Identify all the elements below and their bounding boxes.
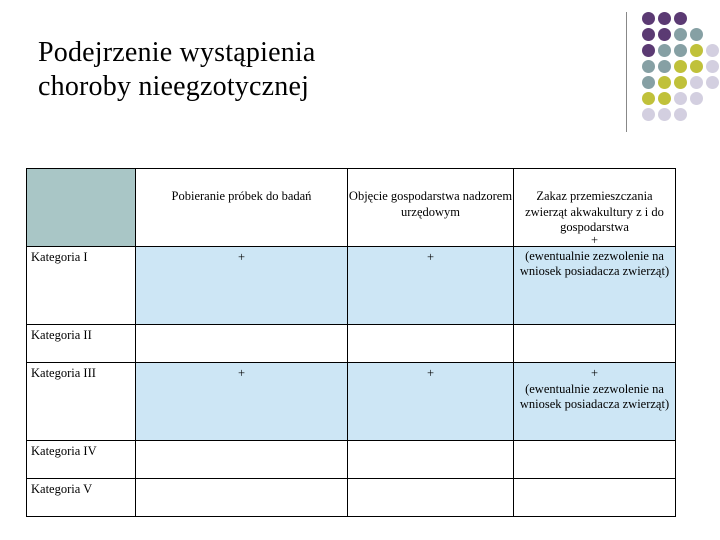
category-label: Kategoria II: [27, 325, 136, 363]
dot-icon: [690, 28, 703, 41]
table-row: [27, 325, 676, 363]
cell-movement-ban: [514, 363, 676, 441]
cell-movement-ban: [514, 233, 676, 325]
table-row: [27, 479, 676, 517]
column-header-sampling: Pobieranie próbek do badań: [136, 169, 348, 247]
cell-supervision: [348, 325, 514, 363]
table-header-row: [27, 169, 676, 247]
cell-plus: +: [590, 233, 599, 247]
dot-icon: [658, 60, 671, 73]
cell-movement-ban: [514, 479, 676, 517]
dot-icon: [658, 92, 671, 105]
dot-icon: [706, 76, 719, 89]
cell-note: (ewentualnie zezwolenie na wniosek posiadacza zwierząt): [519, 381, 670, 411]
dot-icon: [674, 60, 687, 73]
dot-icon: [642, 44, 655, 57]
dot-icon: [690, 92, 703, 105]
cell-movement-ban: [514, 441, 676, 479]
cell-movement-ban: [514, 325, 676, 363]
dot-icon: [674, 28, 687, 41]
dot-icon: [642, 60, 655, 73]
category-label: Kategoria III: [27, 363, 136, 441]
category-label: Kategoria IV: [27, 441, 136, 479]
table-row: [27, 247, 676, 325]
title-line-2: choroby nieegzotycznej: [38, 71, 310, 102]
header-corner-cell: [27, 169, 136, 247]
dot-icon: [674, 92, 687, 105]
cell-sampling: [136, 325, 348, 363]
dot-icon: [674, 76, 687, 89]
cell-sampling: +: [136, 247, 348, 325]
cell-supervision: [348, 479, 514, 517]
dot-icon: [658, 76, 671, 89]
dot-icon: [658, 108, 671, 121]
dot-icon: [642, 108, 655, 121]
column-header-movement-ban: Zakaz przemieszczania zwierząt akwakultury z i do gospodarstwa: [514, 169, 676, 247]
category-label: Kategoria I: [27, 247, 136, 325]
cell-sampling: [136, 441, 348, 479]
dot-icon: [706, 60, 719, 73]
title-line-1: Podejrzenie wystąpienia: [38, 37, 316, 68]
measures-table: [26, 168, 676, 517]
cell-supervision: +: [348, 247, 514, 325]
dot-icon: [690, 44, 703, 57]
dot-icon: [674, 44, 687, 57]
dot-icon: [642, 76, 655, 89]
category-label: Kategoria V: [27, 479, 136, 517]
dot-icon: [658, 44, 671, 57]
table-row: [27, 363, 676, 441]
cell-supervision: [348, 441, 514, 479]
dot-icon: [706, 44, 719, 57]
decorative-dot-grid: [640, 10, 720, 120]
dot-icon: [690, 76, 703, 89]
dot-icon: [658, 28, 671, 41]
column-header-official-supervision: Objęcie gospodarstwa nadzorem urzędowym: [348, 169, 514, 247]
slide-title: [38, 36, 316, 104]
dot-icon: [674, 108, 687, 121]
dot-icon: [642, 92, 655, 105]
cell-supervision: +: [348, 363, 514, 441]
dot-icon: [658, 12, 671, 25]
cell-plus: +: [590, 366, 599, 380]
cell-sampling: [136, 479, 348, 517]
dot-icon: [642, 12, 655, 25]
table-row: [27, 441, 676, 479]
dot-icon: [674, 12, 687, 25]
dot-icon: [690, 60, 703, 73]
dot-icon: [642, 28, 655, 41]
cell-sampling: +: [136, 363, 348, 441]
cell-note: (ewentualnie zezwolenie na wniosek posiadacza zwierząt): [519, 248, 670, 278]
decorative-divider: [626, 12, 627, 132]
